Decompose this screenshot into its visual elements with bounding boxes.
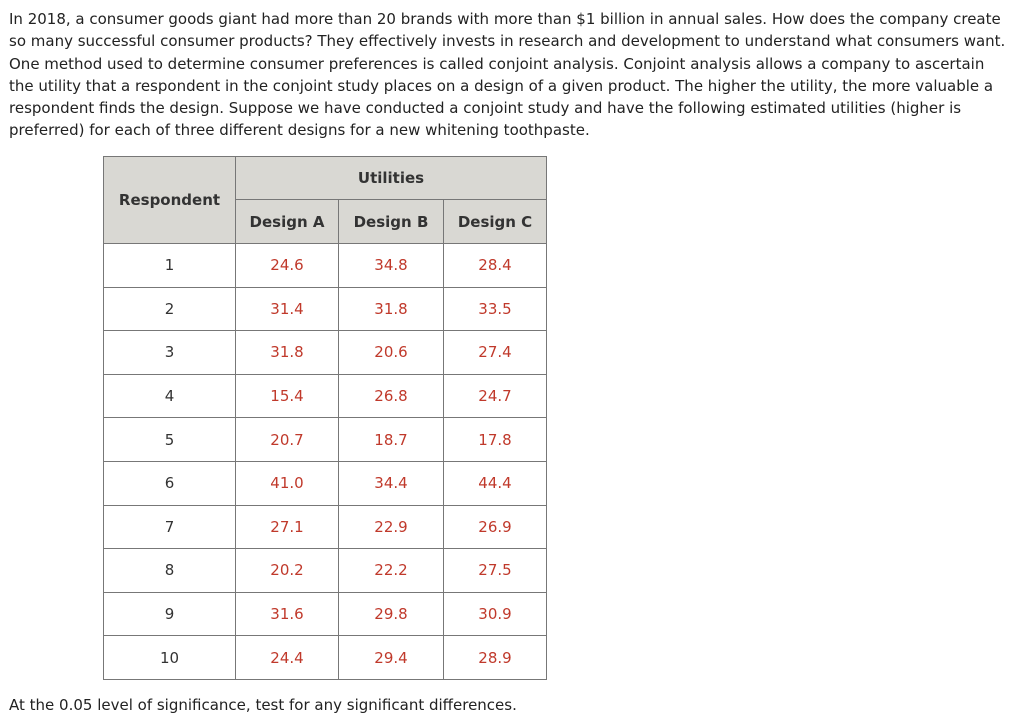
utilities-group-header: Utilities: [236, 157, 547, 200]
design-b-value: 22.9: [339, 505, 444, 549]
table-row: [104, 636, 547, 680]
respondent-cell: 6: [104, 461, 236, 505]
design-a-value: 31.6: [236, 592, 339, 636]
design-b-header: Design B: [339, 200, 444, 244]
design-b-value: 29.8: [339, 592, 444, 636]
design-a-value: 41.0: [236, 461, 339, 505]
design-a-value: 20.7: [236, 418, 339, 462]
design-c-value: 27.5: [444, 549, 547, 593]
design-b-value: 34.4: [339, 461, 444, 505]
design-c-value: 44.4: [444, 461, 547, 505]
design-a-value: 27.1: [236, 505, 339, 549]
table-row: [104, 461, 547, 505]
design-b-value: 34.8: [339, 244, 444, 288]
design-a-value: 31.8: [236, 331, 339, 375]
table-row: [104, 287, 547, 331]
design-c-value: 17.8: [444, 418, 547, 462]
design-b-value: 18.7: [339, 418, 444, 462]
design-a-value: 31.4: [236, 287, 339, 331]
table-row: [104, 244, 547, 288]
design-c-header: Design C: [444, 200, 547, 244]
respondent-cell: 2: [104, 287, 236, 331]
design-a-value: 24.4: [236, 636, 339, 680]
design-c-value: 27.4: [444, 331, 547, 375]
table-row: [104, 592, 547, 636]
table-row: [104, 418, 547, 462]
design-c-value: 30.9: [444, 592, 547, 636]
respondent-column-header: Respondent: [104, 157, 236, 244]
respondent-cell: 5: [104, 418, 236, 462]
design-a-value: 20.2: [236, 549, 339, 593]
design-c-value: 24.7: [444, 374, 547, 418]
utilities-table: [103, 156, 547, 680]
respondent-cell: 1: [104, 244, 236, 288]
problem-intro-text: In 2018, a consumer goods giant had more than 20 brands with more than $1 billion in annual sales. How does the company create so many successful consumer products? They effectively invests in research and development to understand what consumers want. One method used to determine consumer preferences is called conjoint analysis. Conjoint analysis allows a company to ascertain the utility that a respondent in the conjoint study places on a design of a given product. The higher the utility, the more valuable a respondent finds the design. Suppose we have conducted a conjoint study and have the following estimated utilities (higher is preferred) for each of three different designs for a new whitening toothpaste.: [9, 10, 1006, 140]
design-b-value: 29.4: [339, 636, 444, 680]
table-row: [104, 505, 547, 549]
respondent-cell: 7: [104, 505, 236, 549]
table-row: [104, 331, 547, 375]
respondent-cell: 10: [104, 636, 236, 680]
design-c-value: 33.5: [444, 287, 547, 331]
design-a-value: 15.4: [236, 374, 339, 418]
question-footer-text: At the 0.05 level of significance, test for any significant differences.: [9, 696, 517, 714]
respondent-cell: 9: [104, 592, 236, 636]
design-c-value: 28.9: [444, 636, 547, 680]
respondent-cell: 3: [104, 331, 236, 375]
design-a-value: 24.6: [236, 244, 339, 288]
respondent-cell: 8: [104, 549, 236, 593]
design-b-value: 22.2: [339, 549, 444, 593]
table-row: [104, 549, 547, 593]
design-b-value: 31.8: [339, 287, 444, 331]
design-c-value: 28.4: [444, 244, 547, 288]
design-b-value: 26.8: [339, 374, 444, 418]
respondent-cell: 4: [104, 374, 236, 418]
design-b-value: 20.6: [339, 331, 444, 375]
table-row: [104, 374, 547, 418]
design-c-value: 26.9: [444, 505, 547, 549]
design-a-header: Design A: [236, 200, 339, 244]
